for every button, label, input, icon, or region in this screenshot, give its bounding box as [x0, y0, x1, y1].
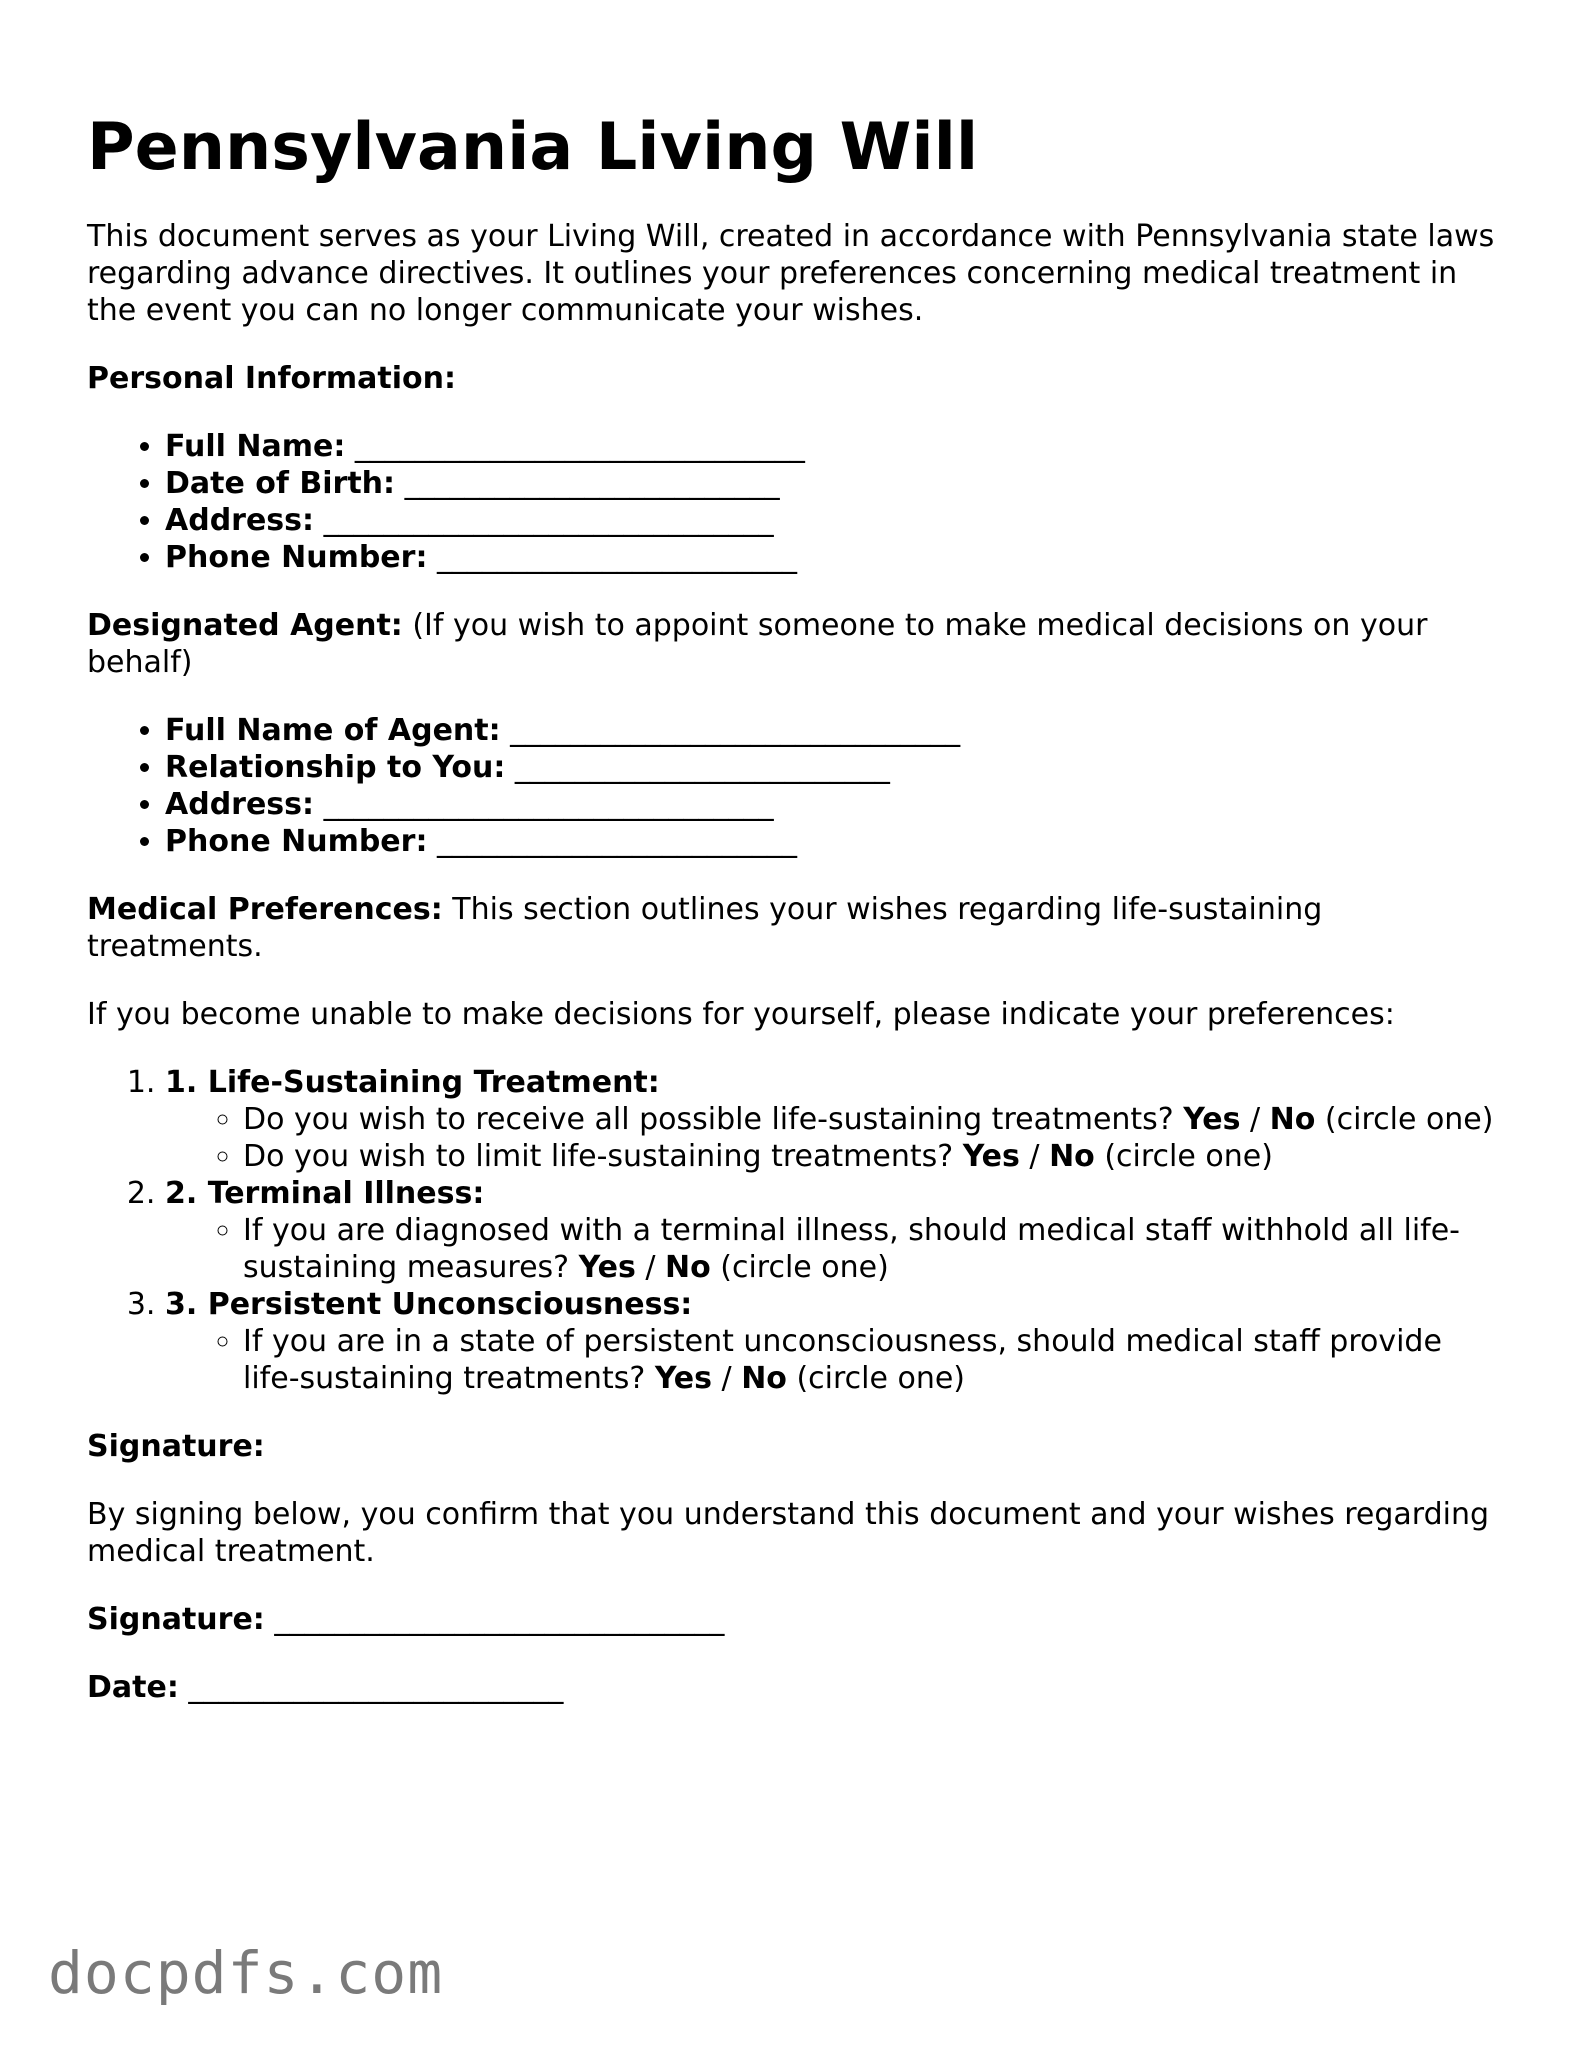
option-separator: /: [1240, 1102, 1270, 1137]
relationship-blank[interactable]: _________________________: [514, 750, 890, 785]
preference-item: [165, 1286, 1497, 1397]
agent-info-list: [87, 712, 1497, 860]
date-blank[interactable]: _________________________: [188, 1670, 564, 1705]
agent-name-blank[interactable]: ______________________________: [510, 713, 961, 748]
date-label: Date:: [87, 1670, 179, 1705]
list-item: [165, 749, 1497, 786]
yes-option[interactable]: Yes: [962, 1139, 1020, 1174]
signature-heading: [87, 1428, 1497, 1465]
question-list: [165, 1101, 1497, 1175]
medical-preferences-label: Medical Preferences:: [87, 892, 443, 927]
field-label: Full Name:: [165, 429, 346, 464]
signature-label: Signature:: [87, 1602, 265, 1637]
agent-phone-blank[interactable]: ________________________: [437, 824, 797, 859]
designated-agent-paragraph: [87, 607, 1497, 681]
address-blank[interactable]: ______________________________: [323, 503, 774, 538]
question-item: [243, 1212, 1497, 1286]
no-option[interactable]: No: [1269, 1102, 1316, 1137]
document-page: [87, 108, 1497, 1737]
circle-one-note: (circle one): [1315, 1102, 1494, 1137]
question-list: [165, 1323, 1497, 1397]
personal-info-list: [87, 428, 1497, 576]
option-separator: /: [1019, 1139, 1050, 1174]
field-label: Address:: [165, 503, 315, 538]
no-option[interactable]: No: [1049, 1139, 1095, 1174]
preferences-list: [87, 1064, 1497, 1397]
phone-number-blank[interactable]: ________________________: [437, 540, 797, 575]
list-item: [165, 502, 1497, 539]
signature-confirmation: By signing below, you confirm that you understand this document and your wishes regarding medical treatment.: [87, 1497, 1490, 1569]
document-title: Pennsylvania Living Will: [87, 110, 979, 185]
preference-title: 1. Life-Sustaining Treatment:: [165, 1065, 660, 1100]
field-label: Relationship to You:: [165, 750, 506, 785]
no-option[interactable]: No: [741, 1361, 787, 1396]
watermark: docpdfs.com: [48, 1939, 444, 2007]
designated-agent-label: Designated Agent:: [87, 608, 403, 643]
question-item: [243, 1138, 1497, 1175]
yes-option[interactable]: Yes: [1183, 1102, 1241, 1137]
question-item: [243, 1323, 1497, 1397]
question-text: Do you wish to receive all possible life-sustaining treatments?: [243, 1102, 1174, 1137]
circle-one-note: (circle one): [786, 1361, 966, 1396]
list-item: [165, 428, 1497, 465]
signature-line: [87, 1601, 1497, 1638]
circle-one-note: (circle one): [710, 1250, 889, 1285]
yes-option[interactable]: Yes: [578, 1250, 636, 1285]
medical-preferences-paragraph: [87, 891, 1497, 965]
question-text: If you are in a state of persistent unconsciousness, should medical staff provide life-sustaining treatments?: [243, 1324, 1442, 1396]
medical-preferences-text: This section outlines your wishes regarding life-sustaining treatments.: [87, 892, 1323, 964]
list-item: [165, 823, 1497, 860]
date-of-birth-blank[interactable]: _________________________: [404, 466, 780, 501]
list-item: [165, 786, 1497, 823]
preference-title: 2. Terminal Illness:: [165, 1176, 485, 1211]
list-item: [165, 465, 1497, 502]
field-label: Date of Birth:: [165, 466, 396, 501]
personal-info-heading: [87, 360, 1497, 397]
field-label: Phone Number:: [165, 824, 428, 859]
no-option[interactable]: No: [665, 1250, 711, 1285]
agent-address-blank[interactable]: ______________________________: [323, 787, 774, 822]
preference-item: [165, 1175, 1497, 1286]
question-item: [243, 1101, 1497, 1138]
field-label: Address:: [165, 787, 315, 822]
question-list: [165, 1212, 1497, 1286]
designated-agent-note: (If you wish to appoint someone to make medical decisions on your behalf): [87, 608, 1428, 680]
personal-info-label: Personal Information:: [87, 361, 456, 396]
question-text: Do you wish to limit life-sustaining treatments?: [243, 1139, 954, 1174]
intro-paragraph: This document serves as your Living Will, created in accordance with Pennsylvania state laws regarding advance directives. It outlines your preferences concerning medical treatment in the event you can no longer communicate your wishes.: [87, 219, 1495, 328]
date-line: [87, 1669, 1497, 1706]
signature-section-label: Signature:: [87, 1429, 265, 1464]
preference-title: 3. Persistent Unconsciousness:: [165, 1287, 693, 1322]
preferences-instruction: If you become unable to make decisions for yourself, please indicate your preferences:: [87, 997, 1395, 1032]
signature-blank[interactable]: ______________________________: [274, 1602, 725, 1637]
circle-one-note: (circle one): [1094, 1139, 1273, 1174]
option-separator: /: [712, 1361, 742, 1396]
field-label: Phone Number:: [165, 540, 428, 575]
yes-option[interactable]: Yes: [654, 1361, 712, 1396]
list-item: [165, 539, 1497, 576]
preference-item: [165, 1064, 1497, 1175]
field-label: Full Name of Agent:: [165, 713, 501, 748]
option-separator: /: [635, 1250, 666, 1285]
list-item: [165, 712, 1497, 749]
full-name-blank[interactable]: ______________________________: [354, 429, 805, 464]
question-text: If you are diagnosed with a terminal illness, should medical staff withhold all life-sustaining measures?: [243, 1213, 1461, 1285]
